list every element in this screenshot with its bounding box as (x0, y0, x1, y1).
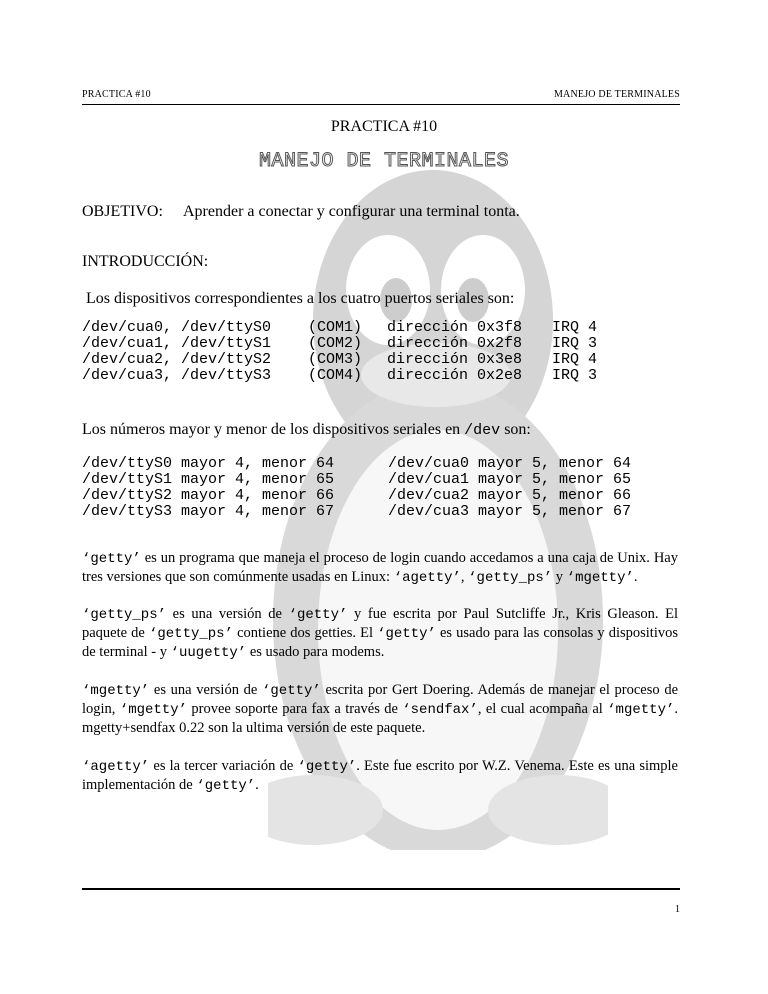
page-subtitle: MANEJO DE TERMINALES (258, 150, 510, 173)
port-address: dirección 0x2e8 (387, 367, 523, 384)
port-address: dirección 0x3f8 (387, 319, 523, 336)
port-device: /dev/cua3, /dev/ttyS3 (82, 367, 272, 384)
paragraph-text: es la tercer variación de (149, 758, 298, 774)
intro-heading: INTRODUCCIÓN: (82, 253, 209, 270)
objetivo-text: Aprender a conectar y configurar una terminal tonta. (183, 203, 520, 220)
paragraph-text: . Este fue escrito por W.Z. Venema. Este es una simple implementación de (82, 758, 678, 793)
port-row (82, 319, 598, 336)
paragraph-text: . (255, 777, 259, 793)
port-row (82, 335, 598, 352)
page-title: PRACTICA #10 (330, 118, 438, 135)
paragraph-text: y (552, 569, 567, 585)
port-irq: IRQ 3 (552, 335, 598, 352)
port-device: /dev/cua0, /dev/ttyS0 (82, 319, 272, 336)
inline-code: ‘getty_ps’ (82, 607, 167, 623)
paragraph-text: es usado para las consolas y dispositivos de terminal - y (82, 625, 678, 660)
numbers-intro-post: son: (500, 421, 531, 438)
numbers-left: /dev/ttyS1 mayor 4, menor 65 (82, 471, 335, 488)
port-address: dirección 0x3e8 (387, 351, 523, 368)
port-device: /dev/cua1, /dev/ttyS1 (82, 335, 272, 352)
numbers-right: /dev/cua2 mayor 5, menor 66 (388, 487, 632, 504)
port-com: (COM3) (308, 351, 363, 368)
port-row (82, 351, 598, 368)
paragraph-text: . (633, 569, 638, 585)
inline-code: ‘getty_ps’ (148, 626, 233, 642)
numbers-right: /dev/cua3 mayor 5, menor 67 (388, 503, 632, 520)
numbers-left: /dev/ttyS2 mayor 4, menor 66 (82, 487, 335, 504)
paragraph-mgetty (82, 681, 678, 737)
numbers-intro-code: /dev (464, 422, 501, 439)
paragraph-text: , (460, 569, 469, 585)
paragraph-text: , el cual acompaña al (477, 701, 608, 717)
port-irq: IRQ 4 (552, 351, 598, 368)
numbers-left: /dev/ttyS3 mayor 4, menor 67 (82, 503, 335, 520)
inline-code: ‘mgetty’ (607, 702, 675, 718)
inline-code: ‘mgetty’ (119, 702, 188, 718)
devices-intro-text: Los dispositivos correspondientes a los cuatro puertos seriales son: (86, 290, 515, 307)
inline-code: ‘getty_ps’ (468, 570, 553, 586)
inline-code: ‘mgetty’ (566, 570, 634, 586)
paragraph-text: . mgetty+sendfax 0.22 son la ultima versión de este paquete. (82, 701, 678, 736)
inline-code: ‘getty’ (82, 551, 141, 567)
page-number: 1 (675, 904, 680, 915)
inline-code: ‘uugetty’ (170, 645, 247, 661)
numbers-right: /dev/cua1 mayor 5, menor 65 (388, 471, 632, 488)
inline-code: ‘getty’ (377, 626, 436, 642)
paragraph-text: contiene dos getties. El (232, 625, 378, 641)
serial-ports-table (82, 319, 598, 384)
port-com: (COM1) (308, 319, 363, 336)
paragraph-text: y fue escrita por Paul Sutcliffe Jr., Kris Gleason. El paquete de (82, 606, 679, 641)
port-device: /dev/cua2, /dev/ttyS2 (82, 351, 272, 368)
inline-code: ‘getty’ (196, 778, 256, 794)
header-divider (82, 104, 680, 105)
paragraph-text: es un programa que maneja el proceso de login cuando accedamos a una caja de Unix. Hay tres versiones que son comúnmente usadas en Linux: (82, 550, 678, 585)
port-row (82, 367, 598, 384)
paragraph-agetty (82, 757, 678, 795)
paragraph-text: es usado para modems. (246, 644, 385, 660)
objetivo-label: OBJETIVO: (82, 203, 163, 220)
inline-code: ‘agetty’ (82, 759, 150, 775)
paragraph-text: escrita por Gert Doering. Además de manejar el proceso de login, (82, 682, 678, 717)
port-com: (COM4) (308, 367, 363, 384)
inline-code: ‘getty’ (297, 759, 357, 775)
port-com: (COM2) (308, 335, 363, 352)
header-left-text: PRACTICA #10 (82, 89, 151, 100)
inline-code: ‘getty’ (288, 607, 348, 623)
paragraph-getty-ps (82, 605, 678, 662)
port-irq: IRQ 3 (552, 367, 598, 384)
paragraph-getty (82, 549, 678, 587)
footer-divider (82, 888, 680, 890)
inline-code: ‘agetty’ (393, 570, 461, 586)
port-address: dirección 0x2f8 (387, 335, 523, 352)
numbers-left: /dev/ttyS0 mayor 4, menor 64 (82, 455, 335, 472)
numbers-right: /dev/cua0 mayor 5, menor 64 (388, 455, 632, 472)
numbers-intro-pre: Los números mayor y menor de los dispositivos seriales en (82, 421, 465, 438)
paragraph-text: provee soporte para fax a través de (187, 701, 403, 717)
port-irq: IRQ 4 (552, 319, 598, 336)
paragraph-text: es una versión de (149, 682, 262, 698)
paragraph-text: es una versión de (166, 606, 289, 622)
inline-code: ‘sendfax’ (402, 702, 478, 718)
inline-code: ‘getty’ (262, 683, 321, 699)
header-right-text: MANEJO DE TERMINALES (553, 89, 680, 100)
numbers-intro-text (82, 421, 531, 440)
inline-code: ‘mgetty’ (82, 683, 150, 699)
